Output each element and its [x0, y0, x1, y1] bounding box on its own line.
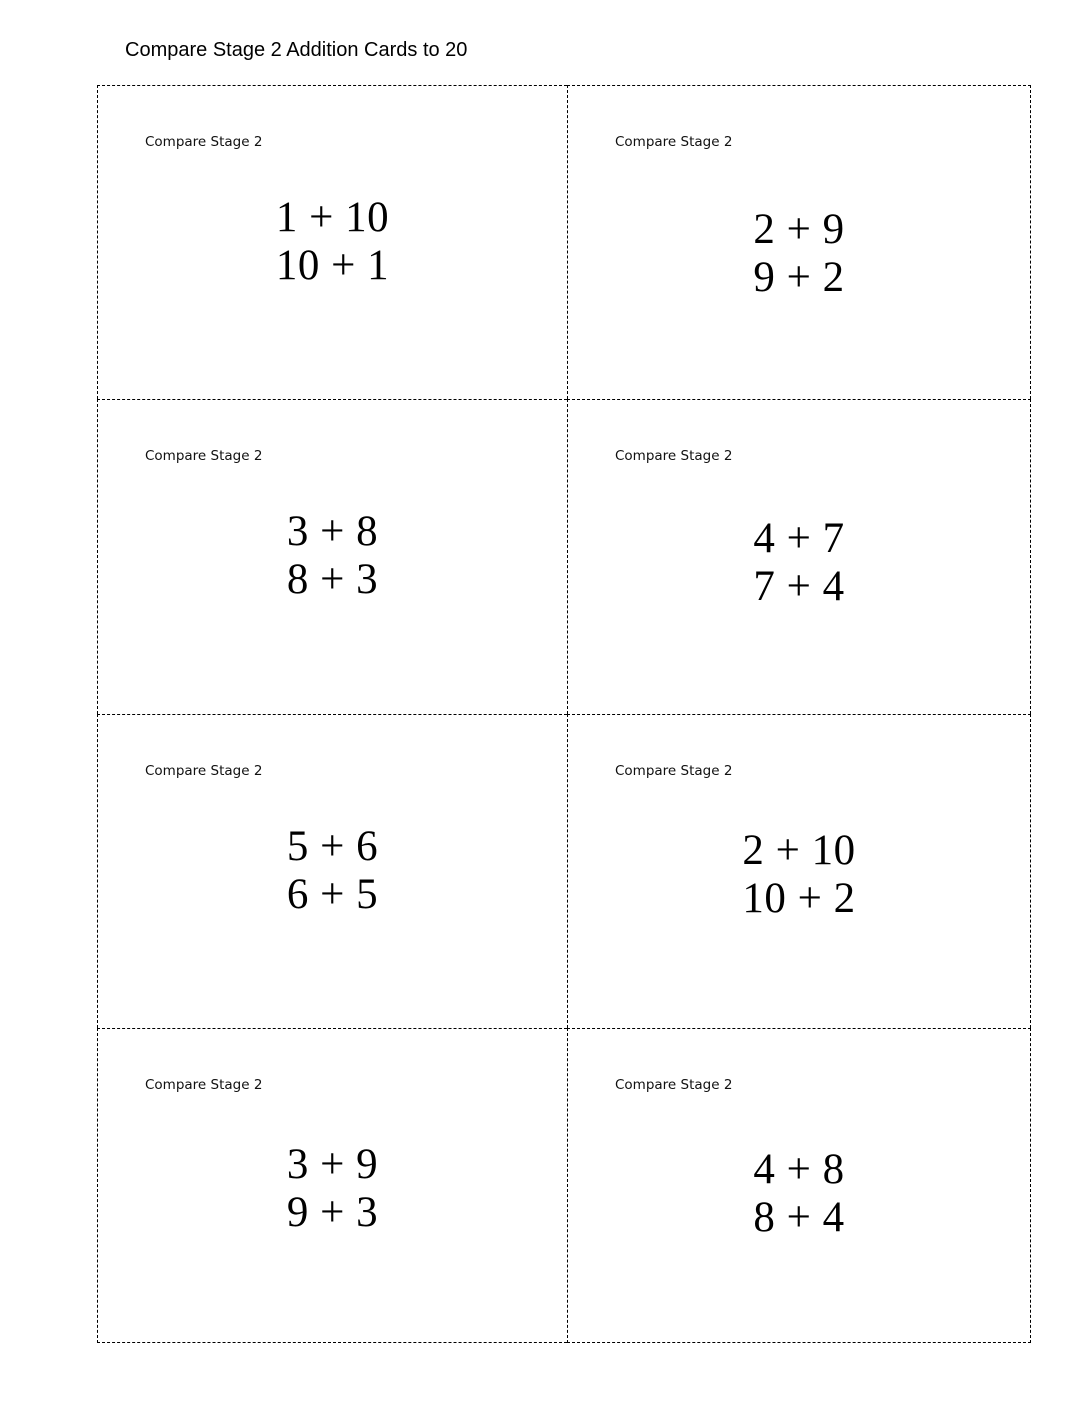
card-expression-bottom: 9 + 2 [753, 254, 845, 301]
flash-card [567, 85, 1031, 399]
card-label: Compare Stage 2 [615, 448, 733, 464]
card-expression-bottom: 7 + 4 [753, 563, 845, 610]
card-label: Compare Stage 2 [145, 448, 263, 464]
flash-card [567, 399, 1031, 714]
card-expressions [98, 823, 567, 919]
flash-card [567, 1028, 1031, 1343]
card-expression-top: 3 + 8 [286, 508, 379, 555]
card-expression-top: 2 + 10 [742, 827, 856, 874]
card-expressions [568, 827, 1030, 923]
card-expression-bottom: 6 + 5 [286, 871, 379, 918]
card-label: Compare Stage 2 [615, 134, 733, 150]
flash-card [567, 714, 1031, 1028]
flash-card [97, 85, 567, 399]
card-expression-bottom: 9 + 3 [286, 1189, 379, 1236]
card-expression-top: 5 + 6 [286, 823, 379, 870]
card-expressions [568, 206, 1030, 302]
page-title: Compare Stage 2 Addition Cards to 20 [125, 39, 468, 61]
flash-card [97, 399, 567, 714]
card-expression-bottom: 10 + 2 [742, 875, 856, 922]
card-sheet [97, 85, 1031, 1343]
card-expression-top: 4 + 8 [753, 1146, 845, 1193]
card-label: Compare Stage 2 [145, 134, 263, 150]
card-expression-top: 1 + 10 [275, 194, 390, 241]
card-label: Compare Stage 2 [145, 763, 263, 779]
card-expression-top: 2 + 9 [753, 206, 845, 253]
card-label: Compare Stage 2 [615, 763, 733, 779]
card-expressions [568, 1146, 1030, 1242]
card-expression-bottom: 10 + 1 [275, 242, 390, 289]
card-expression-top: 3 + 9 [286, 1141, 379, 1188]
card-expression-top: 4 + 7 [753, 515, 845, 562]
flash-card [97, 1028, 567, 1343]
card-expressions [98, 194, 567, 290]
card-expressions [98, 508, 567, 604]
card-expressions [98, 1141, 567, 1237]
card-expression-bottom: 8 + 3 [286, 556, 379, 603]
card-label: Compare Stage 2 [615, 1077, 733, 1093]
card-expression-bottom: 8 + 4 [753, 1194, 845, 1241]
flash-card [97, 714, 567, 1028]
card-label: Compare Stage 2 [145, 1077, 263, 1093]
card-expressions [568, 515, 1030, 611]
